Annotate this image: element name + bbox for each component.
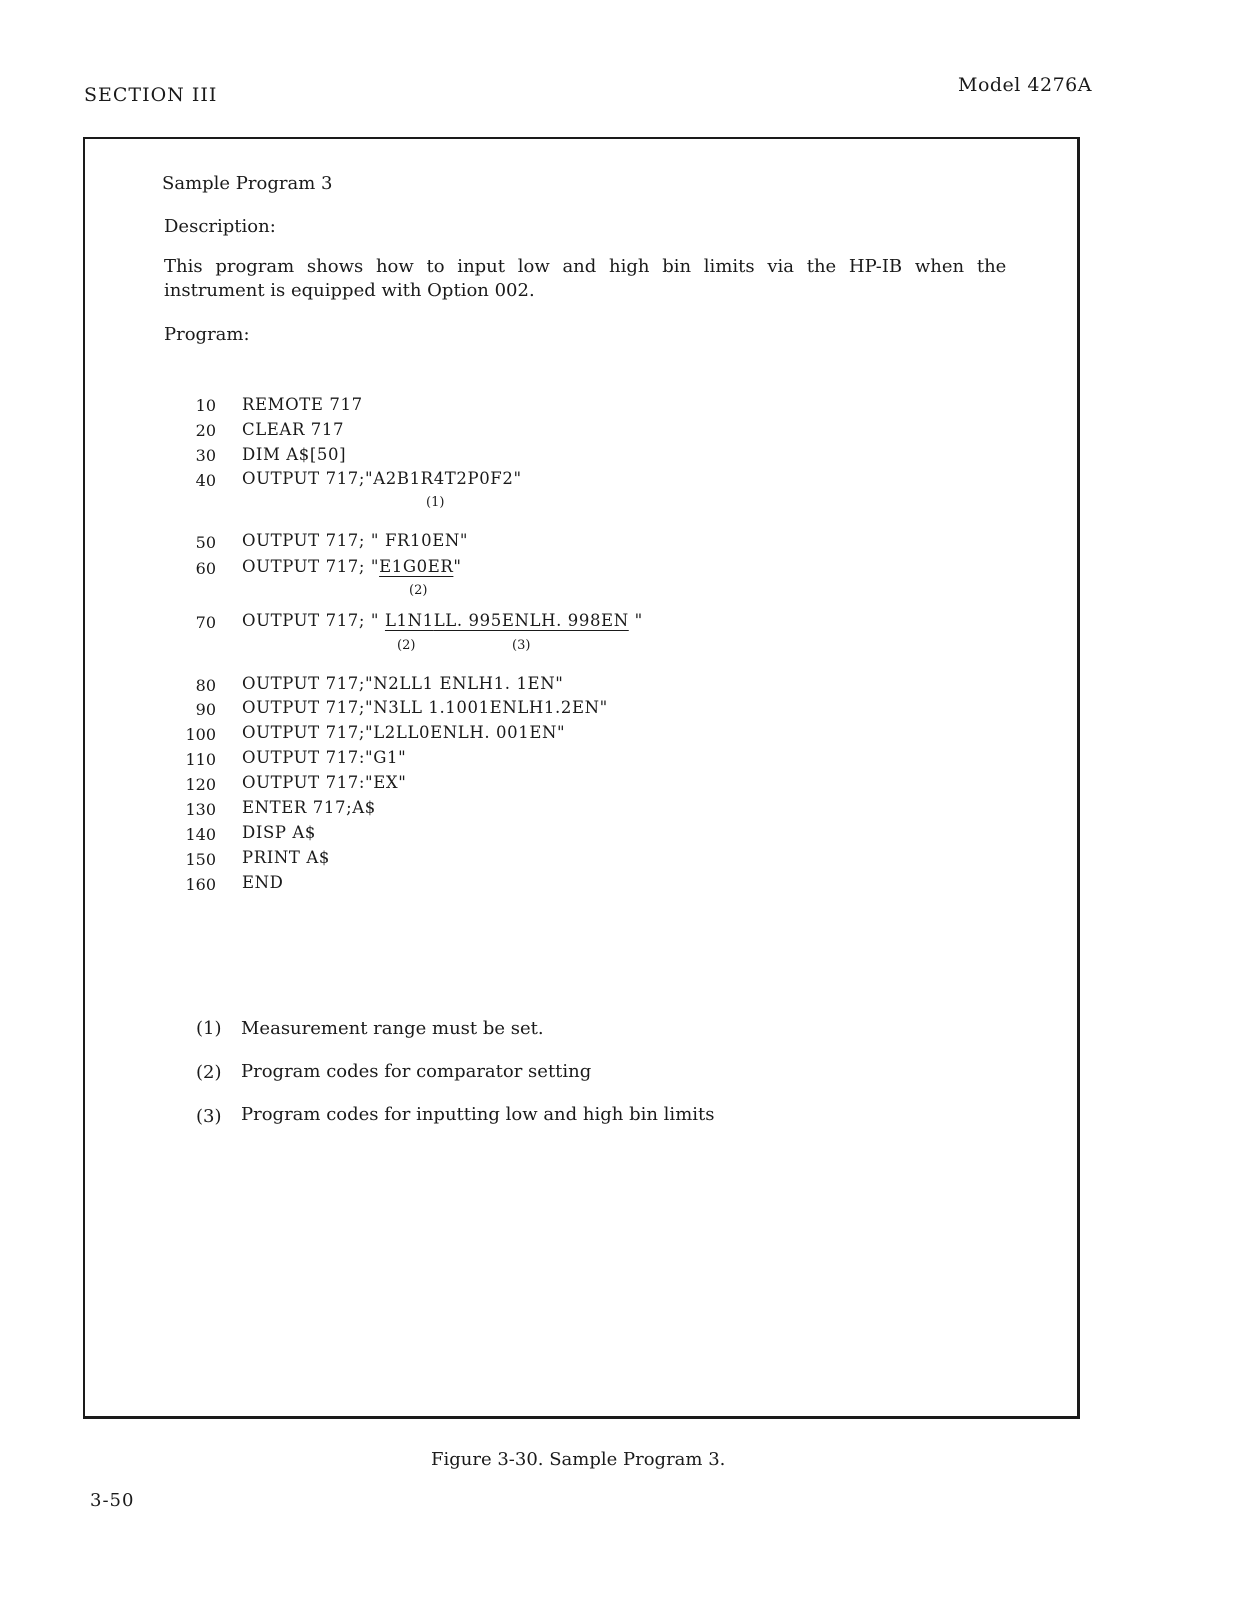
line-number: 50: [195, 533, 216, 552]
callout-mark: (2): [409, 583, 428, 598]
note-number: (2): [196, 1062, 222, 1083]
code-suffix: ": [453, 557, 462, 576]
code-line: OUTPUT 717;"N2LL1 ENLH1. 1EN": [242, 674, 564, 693]
note-number: (3): [196, 1106, 222, 1127]
code-line: [242, 611, 643, 630]
code-underlined: LL. 995ENLH. 998EN: [433, 611, 629, 630]
figure-title: Sample Program 3: [162, 173, 333, 194]
line-number: 100: [185, 725, 216, 744]
line-number: 90: [195, 700, 216, 719]
line-number: 110: [185, 750, 216, 769]
line-number: 80: [195, 676, 216, 695]
line-number: 140: [185, 825, 216, 844]
callout-mark: (2): [397, 638, 416, 653]
code-prefix: OUTPUT 717; ": [242, 557, 380, 576]
line-number: 70: [195, 613, 216, 632]
description-line-1: This program shows how to input low and high bin limits via the HP-IB when the: [164, 256, 1007, 277]
figure-caption: Figure 3-30. Sample Program 3.: [431, 1449, 726, 1470]
line-number: 20: [195, 421, 216, 440]
code-line: OUTPUT 717;"N3LL 1.1001ENLH1.2EN": [242, 698, 608, 717]
note-number: (1): [196, 1018, 222, 1039]
code-prefix: OUTPUT 717; ": [242, 611, 385, 630]
note-text: Program codes for inputting low and high bin limits: [241, 1104, 715, 1125]
model-header: Model 4276A: [958, 74, 1092, 96]
line-number: 40: [195, 471, 216, 490]
line-number: 130: [185, 800, 216, 819]
line-number: 160: [185, 875, 216, 894]
code-suffix: ": [628, 611, 643, 630]
description-label: Description:: [164, 216, 276, 237]
code-line: OUTPUT 717;"L2LL0ENLH. 001EN": [242, 723, 566, 742]
code-line: OUTPUT 717;"A2B1R4T2P0F2": [242, 469, 522, 488]
code-line: OUTPUT 717; " FR10EN": [242, 531, 469, 550]
code-line: ENTER 717;A$: [242, 798, 376, 817]
code-line: OUTPUT 717:"EX": [242, 773, 407, 792]
page-number: 3-50: [90, 1490, 135, 1511]
line-number: 30: [195, 446, 216, 465]
program-label: Program:: [164, 324, 250, 345]
description-line-2: instrument is equipped with Option 002.: [164, 280, 535, 301]
callout-mark: (3): [512, 638, 531, 653]
code-line: DIM A$[50]: [242, 445, 347, 464]
line-number: 150: [185, 850, 216, 869]
code-underlined: E1G0ER: [379, 557, 454, 576]
code-line: END: [242, 873, 284, 892]
section-header: SECTION III: [84, 84, 218, 106]
note-text: Program codes for comparator setting: [241, 1061, 592, 1082]
callout-mark: (1): [426, 495, 445, 510]
code-underlined: L1N1: [384, 611, 434, 630]
code-line: REMOTE 717: [242, 395, 363, 414]
line-number: 60: [195, 559, 216, 578]
code-line: [242, 557, 462, 576]
code-line: CLEAR 717: [242, 420, 345, 439]
code-line: PRINT A$: [242, 848, 330, 867]
code-line: DISP A$: [242, 823, 317, 842]
line-number: 10: [195, 396, 216, 415]
line-number: 120: [185, 775, 216, 794]
note-text: Measurement range must be set.: [241, 1018, 544, 1039]
code-line: OUTPUT 717:"G1": [242, 748, 407, 767]
